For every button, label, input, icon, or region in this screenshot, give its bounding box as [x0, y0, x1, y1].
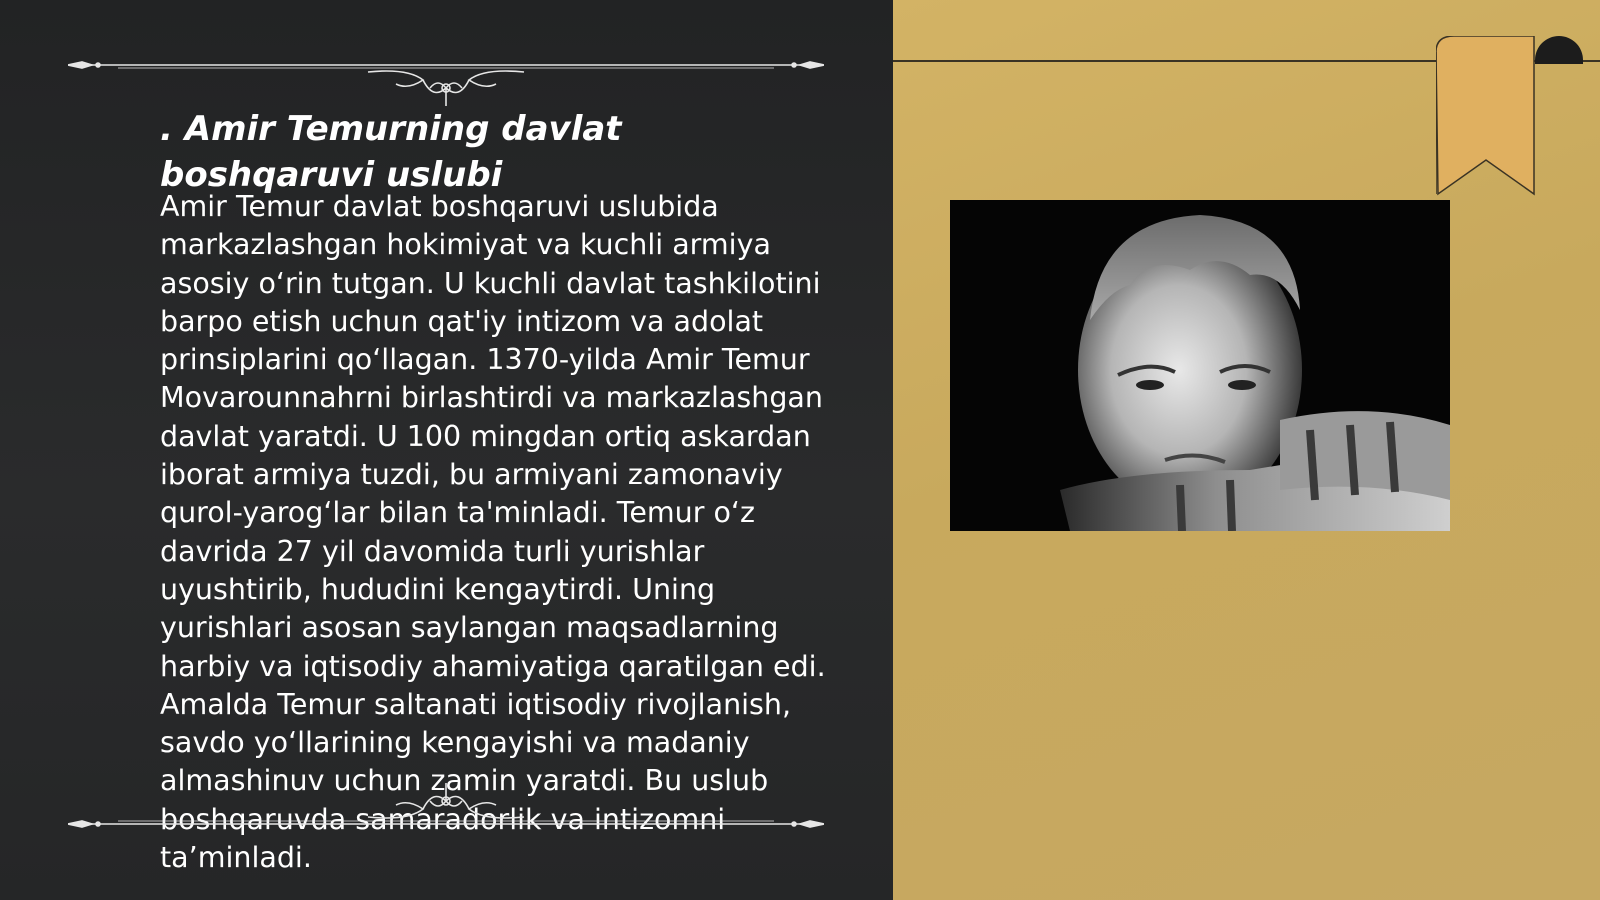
top-flourish-ornament	[68, 58, 824, 108]
boy-photo	[950, 200, 1450, 531]
slide-title: . Amir Temurning davlat boshqaruvi uslubi	[160, 109, 622, 195]
sad-boy-image	[950, 200, 1450, 531]
bottom-flourish-ornament	[68, 781, 824, 831]
bookmark-ribbon-icon	[1436, 36, 1536, 196]
ribbon-curl	[1535, 36, 1583, 64]
slide-body-text: Amir Temur davlat boshqaruvi uslubida markazlashgan hokimiyat va kuchli armiya asosiy o‘rin tutgan. U kuchli davlat tashkilotini barpo etish uchun qat'iy intizom va adolat prinsiplarini qo‘llagan. 1370-yilda Amir Temur Movarounnahrni birlashtirdi va markazlashgan davlat yaratdi. U 100 mingdan ortiq askardan iborat armiya tuzdi, bu armiyani zamonaviy qurol-yarog‘lar bilan ta'minladi. Temur o‘z davrida 27 yil davomida turli yurishlar uyushtirib, hududini kengaytirdi. Uning yurishlari asosan saylangan maqsadlarning harbiy va iqtisodiy ahamiyatiga qaratilgan edi. Amalda Temur saltanati iqtisodiy rivojlanish, savdo yo‘llarining kengayishi va madaniy almashinuv uchun zamin yaratdi. Bu uslub boshqaruvda samaradorlik va intizomni ta’minladi.	[160, 190, 826, 875]
right-panel	[893, 0, 1600, 900]
